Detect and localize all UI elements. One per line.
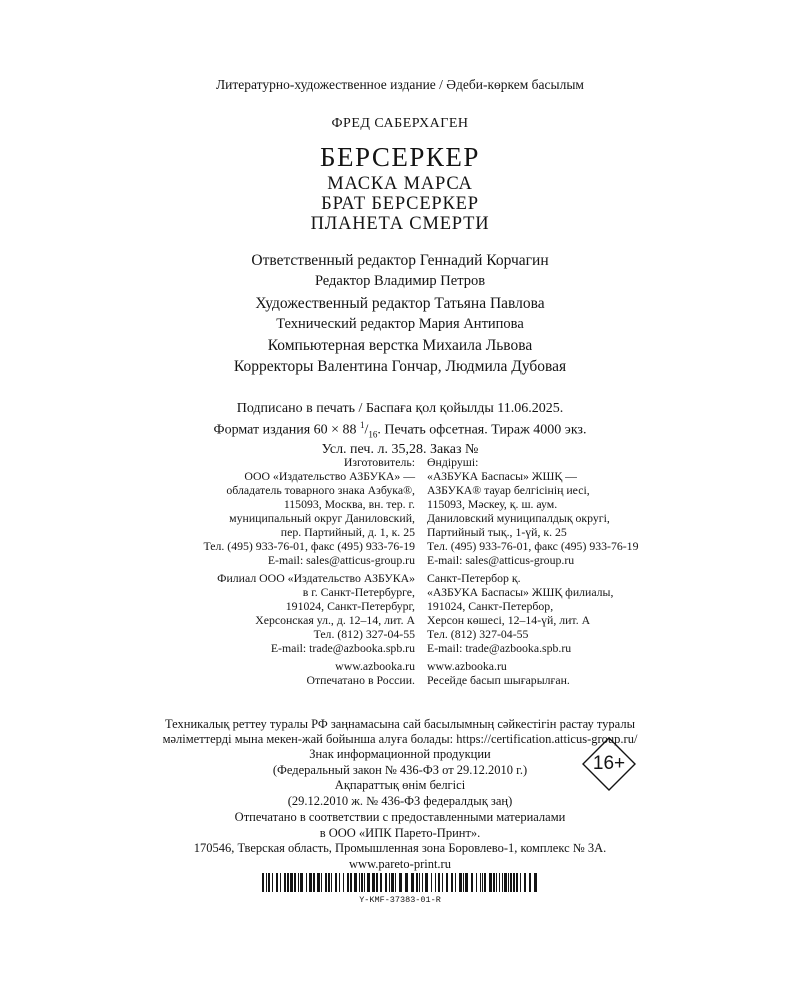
branch-kz-line: 191024, Санкт-Петербор, — [427, 599, 554, 613]
info-mark-line: (29.12.2010 ж. № 436-ФЗ федералдық заң) — [287, 793, 513, 808]
print-details — [0, 401, 800, 458]
website-link[interactable]: www.azbooka.ru — [427, 659, 507, 673]
branch-kz-line: Санкт-Петербор қ. — [427, 571, 521, 585]
manufacturer-ru-line: Изготовитель: — [343, 455, 415, 469]
web-kz — [427, 659, 570, 687]
editorial-staff — [0, 250, 800, 378]
manufacturer-ru-line: ООО «Издательство АЗБУКА» — — [244, 469, 415, 483]
manufacturer-kz-line: 115093, Мәскеу, қ. ш. аум. — [427, 497, 558, 511]
staff-line: Корректоры Валентина Гончар, Людмила Дубовая — [233, 358, 567, 376]
info-mark-line: Ақпараттық өнім белгісі — [334, 778, 466, 792]
barcode-code: Y-KMF-37383-01-R — [359, 895, 441, 905]
book-title: БЕРСЕРКЕР — [320, 142, 480, 172]
branch-ru-line: в г. Санкт-Петербурге, — [302, 585, 415, 599]
age-rating-badge — [581, 736, 637, 792]
info-mark-line: Знак информационной продукции — [309, 747, 491, 761]
format-suffix: . Печать офсетная. Тираж 4000 экз. — [377, 422, 587, 438]
branch-kz — [427, 571, 613, 655]
subtitle: МАСКА МАРСА — [327, 174, 473, 194]
printer-line: в ООО «ИПК Парето-Принт». — [319, 825, 481, 840]
subtitle-list — [0, 174, 800, 234]
age-rating: 16+ — [592, 753, 626, 774]
website-link[interactable]: www.azbooka.ru — [335, 659, 415, 673]
branch-ru — [217, 571, 415, 655]
manufacturer-ru-line: обладатель товарного знака Азбука®, — [226, 483, 415, 497]
printer-info — [0, 810, 800, 872]
sheets-line: Усл. печ. л. 35,28. Заказ № — [321, 442, 479, 458]
printer-line: Отпечатано в соответствии с предоставленными материалами — [234, 810, 566, 824]
tech-regulation-line: Техникалық реттеу туралы РФ заңнамасына сай басылымның сәйкестігін растау туралы — [165, 717, 635, 731]
staff-line: Редактор Владимир Петров — [314, 273, 486, 290]
manufacturer-kz — [427, 455, 638, 567]
subtitle: ПЛАНЕТА СМЕРТИ — [310, 214, 490, 234]
info-mark-line: (Федеральный закон № 436-ФЗ от 29.12.2010 г.) — [272, 762, 528, 777]
printed-in-russia-kz: Ресейде басып шығарылған. — [427, 673, 570, 687]
manufacturer-kz-line: АЗБУКА® тауар белгісінің иесі, — [427, 483, 590, 497]
signed-date: Подписано в печать / Баспаға қол қойылды 11.06.2025. — [236, 401, 564, 416]
printer-website[interactable]: www.pareto-print.ru — [349, 856, 451, 871]
staff-line: Ответственный редактор Геннадий Корчагин — [251, 252, 549, 269]
manufacturer-ru-line: 115093, Москва, вн. тер. г. — [283, 497, 415, 511]
printed-in-russia: Отпечатано в России. — [306, 673, 415, 687]
manufacturer-kz-line: Тел. (495) 933-76-01, факс (495) 933-76-19 — [427, 539, 639, 553]
staff-line: Художественный редактор Татьяна Павлова — [255, 294, 545, 312]
manufacturer-ru-line: муниципальный округ Даниловский, — [229, 511, 415, 525]
manufacturer-kz-line: Өндіруші: — [427, 455, 479, 469]
manufacturer-ru — [204, 455, 415, 567]
edition-type: Литературно-художественное издание / Әдеби-көркем басылым — [216, 77, 584, 92]
info-product-mark — [0, 747, 800, 809]
manufacturer-kz-line: Даниловский муниципалдық округі, — [427, 511, 610, 525]
subtitle: БРАТ БЕРСЕРКЕР — [321, 194, 479, 214]
branch-ru-line: Филиал ООО «Издательство АЗБУКА» — [217, 571, 415, 585]
branch-ru-line: Херсонская ул., д. 12–14, лит. А — [255, 613, 415, 627]
branch-ru-line: E-mail: trade@azbooka.spb.ru — [270, 641, 415, 655]
staff-line: Компьютерная верстка Михаила Львова — [267, 337, 533, 355]
branch-ru-line: 191024, Санкт-Петербург, — [285, 599, 415, 613]
tech-regulation-line: мәліметтерді мына мекен-жай бойынша алуға болады: https://certification.atticus-group.ru/ — [162, 732, 638, 746]
barcode-icon — [262, 873, 538, 892]
branch-kz-line: E-mail: trade@azbooka.spb.ru — [427, 641, 572, 655]
staff-line: Технический редактор Мария Антипова — [276, 315, 524, 332]
manufacturer-kz-line: Партийный тық., 1-үй, к. 25 — [427, 525, 567, 539]
manufacturer-ru-line: Тел. (495) 933-76-01, факс (495) 933-76-19 — [203, 539, 415, 553]
format-numerator: 1 — [360, 420, 365, 430]
manufacturer-kz-line: E-mail: sales@atticus-group.ru — [427, 553, 575, 567]
tech-regulation-note — [0, 717, 800, 747]
format-line: Формат издания 60 × 88 $^1/_{16}$. Печать офсетная. Тираж 4000 экз. — [213, 420, 587, 440]
printer-line: 170546, Тверская область, Промышленная зона Боровлево-1, комплекс № 3А. — [193, 841, 607, 855]
branch-kz-line: Херсон көшесі, 12–14-үй, лит. А — [427, 613, 591, 627]
author-name: ФРЕД САБЕРХАГЕН — [331, 116, 469, 131]
branch-ru-line: Тел. (812) 327-04-55 — [313, 627, 415, 641]
branch-kz-line: Тел. (812) 327-04-55 — [427, 627, 529, 641]
manufacturer-ru-line: пер. Партийный, д. 1, к. 25 — [280, 525, 415, 539]
manufacturer-kz-line: «АЗБУКА Баспасы» ЖШҚ — — [427, 469, 577, 483]
web-ru — [306, 659, 415, 687]
branch-kz-line: «АЗБУКА Баспасы» ЖШҚ филиалы, — [427, 585, 614, 599]
manufacturer-ru-line: E-mail: sales@atticus-group.ru — [267, 553, 415, 567]
format-prefix: Формат издания 60 × 88 — [213, 422, 361, 438]
format-denominator: 16 — [368, 429, 378, 440]
